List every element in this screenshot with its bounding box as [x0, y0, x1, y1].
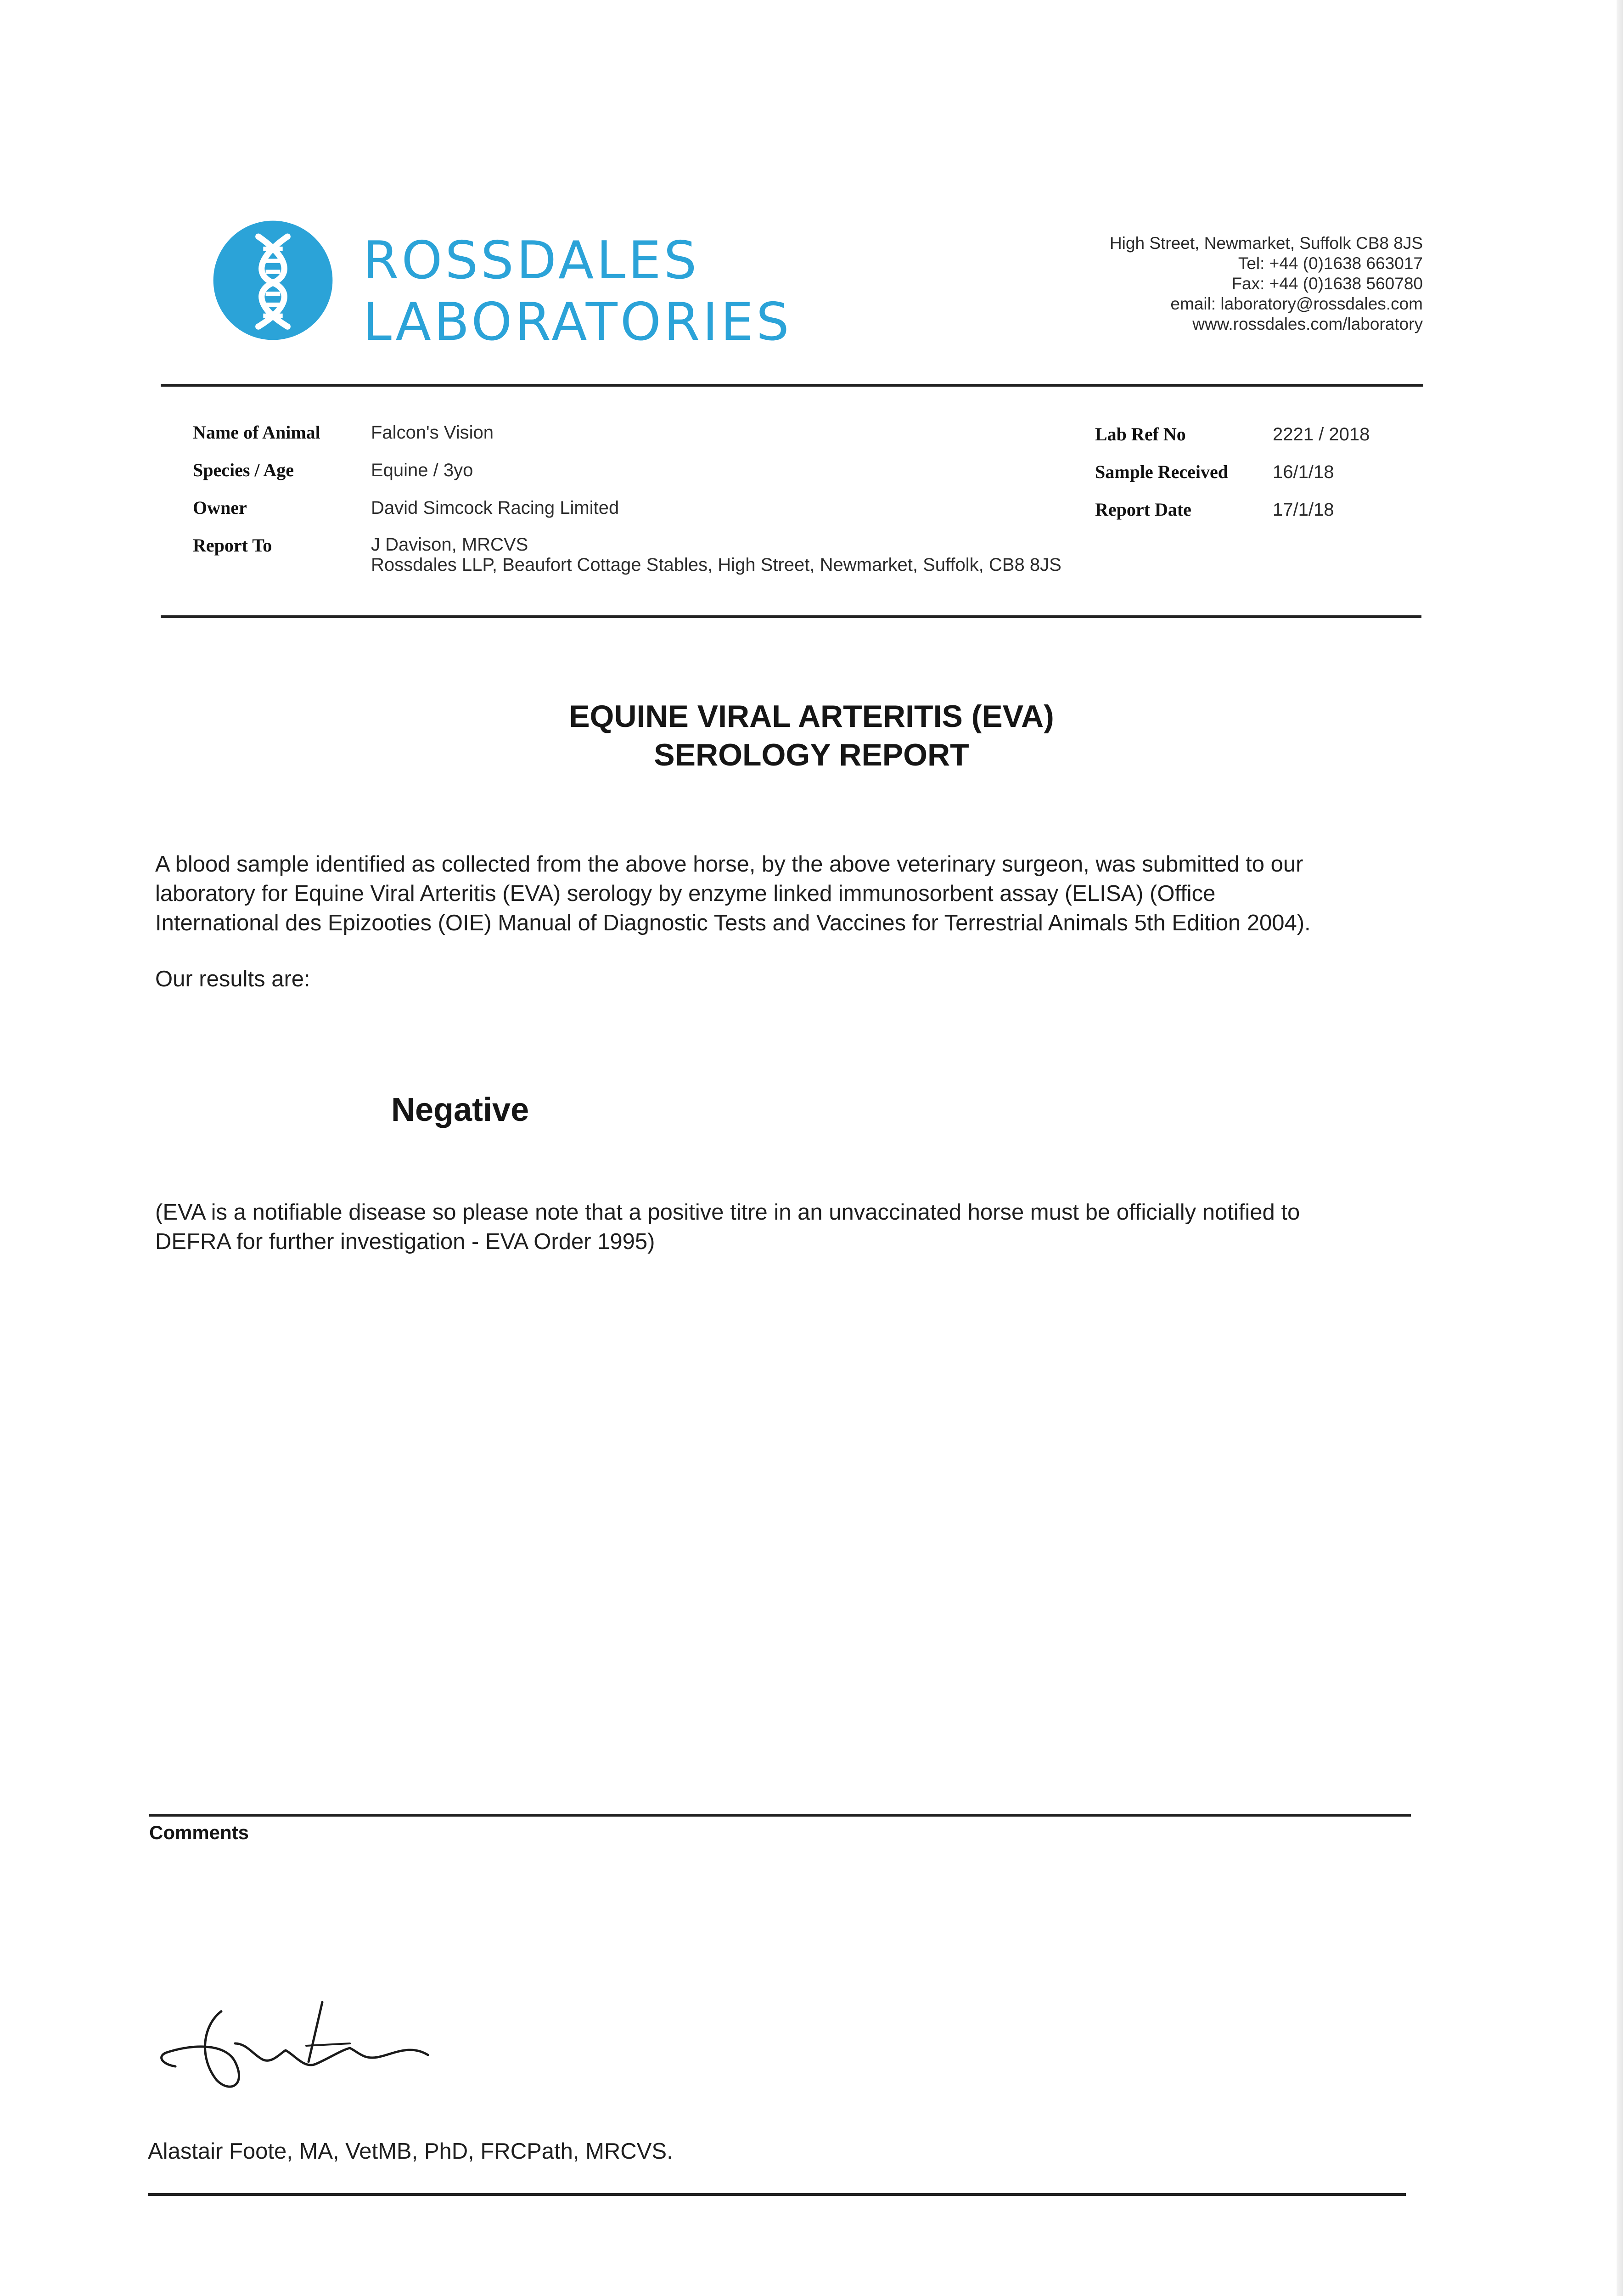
brand-line-1: ROSSDALES [363, 230, 700, 291]
address-fax: Fax: +44 (0)1638 560780 [1231, 274, 1423, 293]
results-intro-text: Our results are: [155, 967, 310, 991]
notifiable-note [155, 1198, 1395, 1256]
sample-received-label: Sample Received [1095, 461, 1228, 482]
test-result: Negative [391, 1092, 529, 1128]
scan-edge [1617, 0, 1623, 2296]
intro-line: International des Epizooties (OIE) Manual of Diagnostic Tests and Vaccines for Terrestrial Animals 5th Edition 2004). [155, 911, 1311, 935]
note-line: DEFRA for further investigation - EVA Order 1995) [155, 1229, 655, 1254]
species-age-label: Species / Age [193, 460, 294, 480]
report-title-line-2: SEROLOGY REPORT [654, 737, 969, 772]
dna-helix-icon [212, 219, 334, 341]
owner-value: David Simcock Racing Limited [371, 498, 619, 518]
report-to-recipient: J Davison, MRCVS [371, 535, 528, 555]
lab-ref-label: Lab Ref No [1095, 424, 1186, 445]
report-title [0, 697, 1623, 774]
report-to-label: Report To [193, 535, 272, 556]
footer-divider [148, 2193, 1406, 2196]
note-line: (EVA is a notifiable disease so please note that a positive titre in an unvaccinated horse must be officially notified to [155, 1200, 1300, 1225]
report-date-value: 17/1/18 [1273, 500, 1334, 520]
brand-line-2: LABORATORIES [363, 292, 792, 352]
sample-received-value: 16/1/18 [1273, 462, 1334, 482]
intro-line: A blood sample identified as collected from the above horse, by the above veterinary surgeon, was submitted to our [155, 852, 1303, 877]
comments-label: Comments [149, 1822, 249, 1843]
header-divider [161, 384, 1423, 387]
report-to-value [371, 535, 1061, 575]
lab-address [1110, 233, 1423, 334]
signature [148, 1975, 478, 2112]
address-line: High Street, Newmarket, Suffolk CB8 8JS [1109, 234, 1423, 253]
species-age-value: Equine / 3yo [371, 460, 473, 480]
address-email: email: laboratory@rossdales.com [1170, 294, 1423, 313]
report-date-label: Report Date [1095, 499, 1191, 520]
owner-label: Owner [193, 497, 247, 518]
report-to-address: Rossdales LLP, Beaufort Cottage Stables, High Street, Newmarket, Suffolk, CB8 8JS [371, 555, 1061, 575]
comments-divider [149, 1814, 1411, 1817]
results-intro [155, 964, 1395, 994]
lab-ref-value: 2221 / 2018 [1273, 424, 1370, 445]
name-of-animal-value: Falcon's Vision [371, 422, 494, 443]
details-divider [161, 615, 1421, 618]
address-phone: Tel: +44 (0)1638 663017 [1238, 254, 1423, 273]
intro-line: laboratory for Equine Viral Arteritis (EVA) serology by enzyme linked immunosorbent assay (ELISA) (Office [155, 881, 1216, 906]
signatory-name: Alastair Foote, MA, VetMB, PhD, FRCPath, MRCVS. [148, 2139, 673, 2164]
name-of-animal-label: Name of Animal [193, 422, 320, 443]
brand-name [363, 230, 792, 353]
report-title-line-1: EQUINE VIRAL ARTERITIS (EVA) [569, 699, 1054, 734]
address-website: www.rossdales.com/laboratory [1192, 315, 1423, 333]
intro-paragraph [155, 850, 1395, 938]
